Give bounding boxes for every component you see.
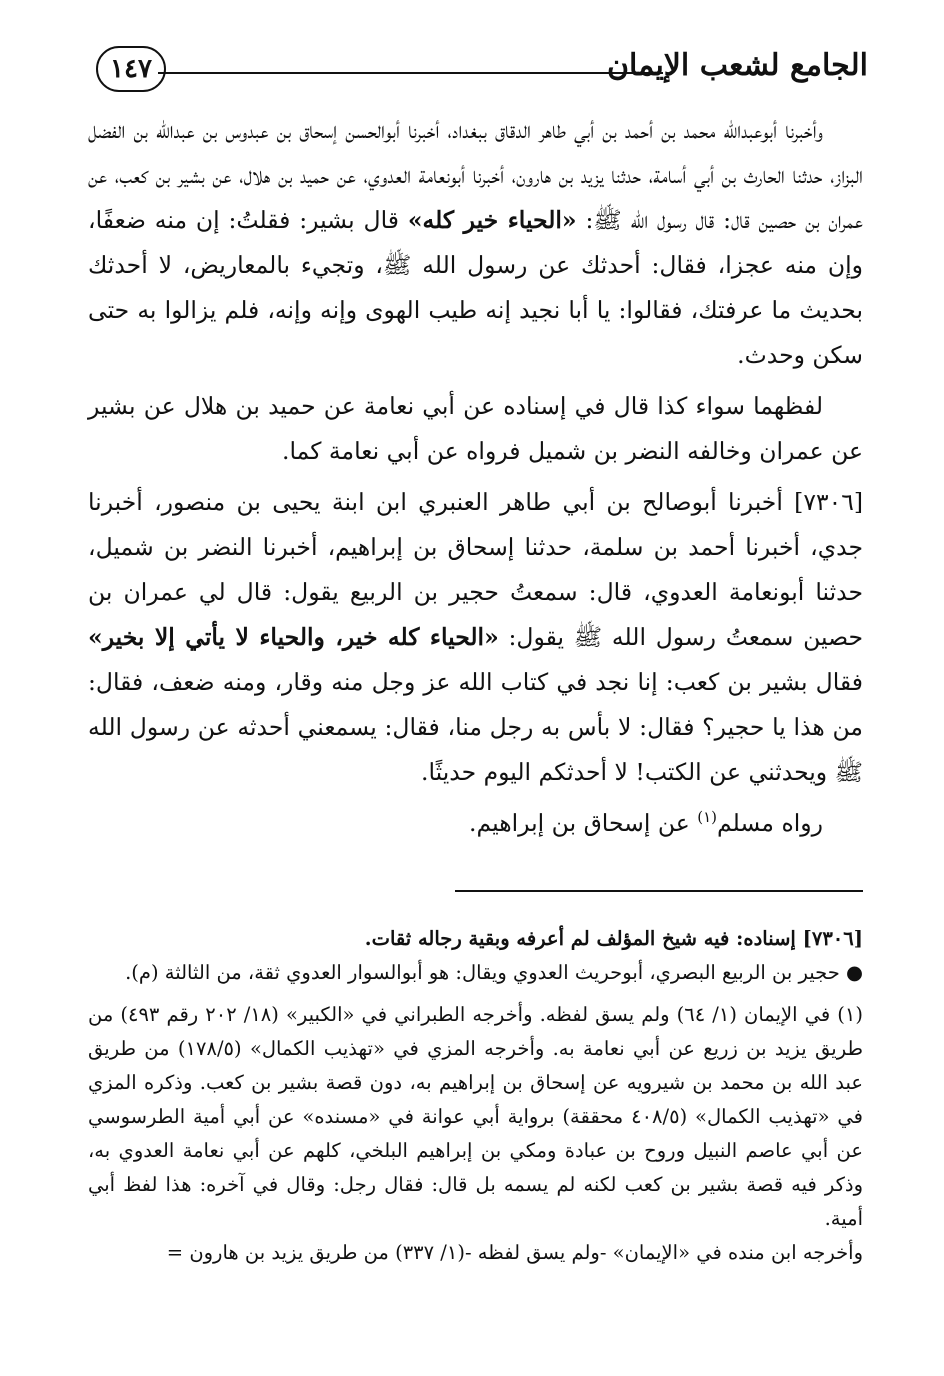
paragraph-4 [88, 801, 863, 846]
footnote-separator [455, 890, 863, 892]
running-title: الجامع لشعب الإيمان [606, 48, 868, 83]
paragraph-3-rest: فقال بشير بن كعب: إنا نجد في كتاب الله عز وجل منه وقار، ومنه ضعف، فقال: من هذا يا حجير؟ فقال: لا بأس به رجل منا، فقال: يسمعني أحدثه عن رسول الله ﷺ ويحدثني عن الكتب! لا أحدثكم اليوم حديثًا. [88, 668, 863, 786]
page-header [88, 40, 868, 110]
paragraph-4-rest: عن إسحاق بن إبراهيم. [469, 809, 690, 837]
note-gap [88, 990, 863, 998]
note-1-continued: وأخرجه ابن منده في «الإيمان» -ولم يسق لفظه -(١/ ٣٣٧) من طريق يزيد بن هارون = [166, 1241, 863, 1264]
hadith-quote-2: «الحياء كله خير، والحياء لا يأتي إلا بخير» [88, 623, 499, 651]
paragraph-2-text: لفظهما سواء كذا قال في إسناده عن أبي نعامة عن حميد بن هلال عن بشير عن عمران وخالفه النضر بن شميل فرواه عن أبي نعامة كما. [88, 392, 863, 465]
paragraph-2 [88, 384, 863, 474]
header-rule [158, 72, 663, 74]
note-1: (١) في الإيمان (١/ ٦٤) ولم يسق لفظه. وأخرجه الطبراني في «الكبير» (١٨/ ٢٠٢ رقم ٤٩٣) من طريق يزيد بن زريع عن أبي نعامة به. وأخرجه المزي في «تهذيب الكمال» (١٧٨/٥) من طريق عبد الله بن محمد بن شيرويه عن إسحاق بن إبراهيم به، دون قصة بشير بن كعب. وذكره المزي في «تهذيب الكمال» (٤٠٨/٥ محققة) برواية أبي عوانة في «مسنده» عن أبي أمية الطرسوسي عن أبي عاصم النبيل وروح بن عبادة ومكي بن إبراهيم البلخي، كلهم عن أبي نعامة العدوي به، وذكر فيه قصة بشير بن كعب لكنه لم يسمه بل قال: فقال رجل: وقال في آخره: هذا لفظ أبي أمية. [88, 1003, 864, 1230]
hadith-quote-1: «الحياء خير كله» [407, 206, 577, 234]
note-isnad: [٧٣٠٦] إسناده: فيه شيخ المؤلف لم أعرفه وبقية رجاله ثقات. [364, 927, 863, 950]
paragraph-3-text: أخبرنا أبوصالح بن أبي طاهر العنبري ابن ابنة يحيى بن منصور، أخبرنا جدي، أخبرنا أحمد بن سلمة، حدثنا إسحاق بن إبراهيم، أخبرنا النضر بن شميل، حدثنا أبونعامة العدوي، قال: سمعتُ حجير بن الربيع يقول: قال لي عمران بن حصين سمعتُ رسول الله ﷺ يقول: [88, 488, 863, 651]
note-narrator: ● حجير بن الربيع البصري، أبوحريث العدوي ويقال: هو أبوالسوار العدوي ثقة، من الثالثة (م). [125, 961, 863, 984]
paragraph-4-text: رواه مسلم [717, 809, 823, 837]
paragraph-1-text: وأخبرنا أبوعبدالله محمد بن أحمد بن أبي طاهر الدقاق ببغداد، أخبرنا أبوالحسن إسحاق بن عبدوس بن عبدالله بن الفضل البزاز، حدثنا الحارث بن أبي أسامة، حدثنا يزيد بن هارون، أخبرنا أبونعامة العدوي، عن حميد بن هلال، عن بشير بن كعب، عن عمران بن حصين قال: قال رسول الله ﷺ: [88, 116, 863, 234]
main-text [88, 108, 863, 846]
hadith-number: [٧٣٠٦] [794, 488, 863, 516]
page-number-badge: ١٤٧ [96, 46, 166, 92]
footnotes [88, 922, 863, 1270]
paragraph-1 [88, 108, 863, 378]
paragraph-1-rest: قال بشير: فقلتُ: إن منه ضعفًا، وإن منه عجزا، فقال: أحدثك عن رسول الله ﷺ، وتجيء بالمعاريض، لا أحدثك بحديث ما عرفتك، فقالوا: يا أبا نجيد إنه طيب الهوى وإنه وإنه، فلم يزالوا به حتى سكن وحدث. [88, 206, 863, 369]
footnote-ref[interactable]: (١) [697, 808, 718, 827]
paragraph-3 [88, 480, 863, 795]
